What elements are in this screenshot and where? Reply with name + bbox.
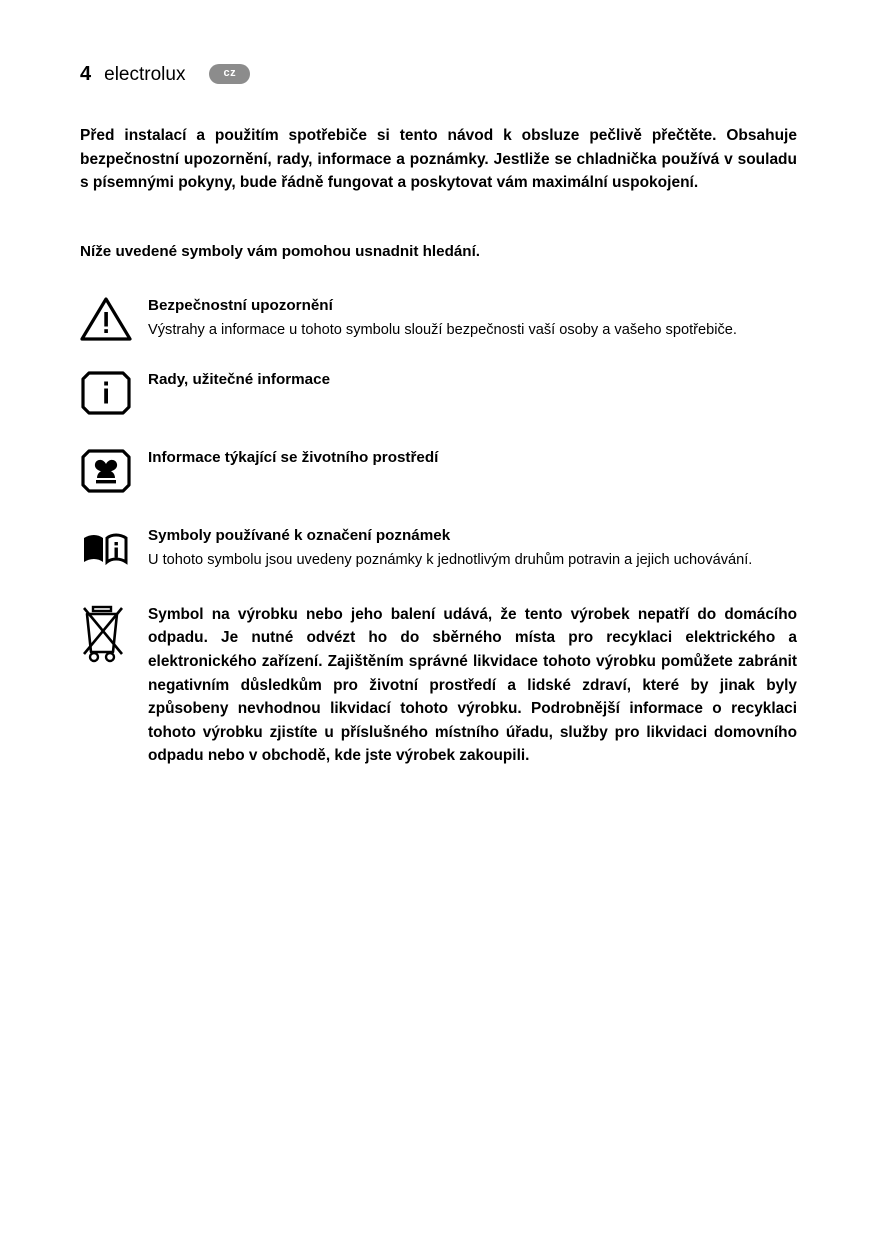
page-number: 4 bbox=[80, 63, 92, 85]
list-item bbox=[80, 524, 797, 572]
list-item bbox=[80, 446, 797, 494]
page-content bbox=[80, 124, 797, 786]
list-item-title: Symboly používané k označení poznámek bbox=[148, 526, 451, 544]
warning-triangle-icon bbox=[80, 294, 148, 342]
list-item-title: Informace týkající se životního prostředí bbox=[148, 448, 439, 466]
environment-leaf-icon bbox=[80, 446, 148, 494]
list-item-body: U tohoto symbolu jsou uvedeny poznámky k jednotlivým druhům potravin a jejich uchovávání. bbox=[148, 551, 753, 568]
list-item-title: Bezpečnostní upozornění bbox=[148, 296, 333, 314]
list-item-title: Rady, užitečné informace bbox=[148, 370, 331, 388]
list-item-title: Symbol na výrobku nebo jeho balení udává, že tento výrobek nepatří do domácího odpadu. Je nutné odvézt ho do sběrného místa pro recyklaci elektrického a elektronického zařízení. Zajištěním správné likvidace tohoto výrobku pomůžete zabránit negativním důsledkům pro životní prostředí a lidské zdraví, které by jinak byly způsobeny nevhodnou likvidací tohoto výrobku. Podrobnější informace o recyklaci tohoto výrobku zjistíte u příslušného místního úřadu, služby pro likvidaci domovního odpadu nebo v obchodě, kde jste výrobek zakoupili. bbox=[148, 605, 797, 765]
open-book-info-icon bbox=[80, 524, 148, 572]
info-icon bbox=[80, 368, 148, 416]
intro-paragraph: Před instalací a použitím spotřebiče si tento návod k obsluze pečlivě přečtěte. Obsahuje bezpečnostní upozornění, rady, informace a poznámky. Jestliže se chladnička používá v souladu s písemnými pokyny, bude řádně fungovat a poskytovat vám maximální uspokojení. bbox=[80, 127, 797, 192]
symbols-lead-paragraph: Níže uvedené symboly vám pomohou usnadnit hledání. bbox=[80, 243, 481, 261]
list-item-body: Výstrahy a informace u tohoto symbolu slouží bezpečnosti vaší osoby a vašeho spotřebiče. bbox=[148, 321, 737, 338]
list-item bbox=[80, 602, 797, 768]
list-item bbox=[80, 368, 797, 416]
brand-wordmark: electrolux bbox=[104, 63, 186, 85]
crossed-out-wheelie-bin-icon bbox=[80, 602, 148, 666]
list-item bbox=[80, 294, 797, 342]
page-header bbox=[80, 64, 250, 84]
language-badge: cz bbox=[209, 64, 250, 84]
symbol-legend-list bbox=[80, 294, 797, 768]
